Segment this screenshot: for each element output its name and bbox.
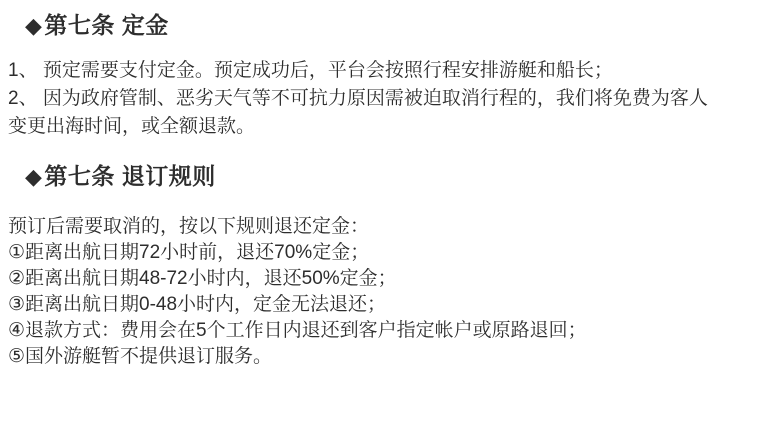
refund-rule-line-3: ③距离出航日期0-48小时内，定金无法退还； — [8, 294, 387, 315]
refund-rules-paragraph — [8, 214, 770, 370]
section-heading-refund-rules-text: 第七条 退订规则 — [44, 163, 216, 189]
refund-rule-line-5: ⑤国外游艇暂不提供退订服务。 — [8, 346, 273, 367]
refund-rule-line-1: ①距离出航日期72小时前，退还70%定金； — [8, 242, 370, 263]
deposit-term-line-3: 变更出海时间，或全额退款。 — [8, 116, 256, 137]
deposit-term-line-2: 2、 因为政府管制、恶劣天气等不可抗力原因需被迫取消行程的，我们将免费为客人 — [8, 88, 708, 109]
diamond-bullet-icon: ◆ — [25, 164, 43, 189]
refund-rule-line-2: ②距离出航日期48-72小时内，退还50%定金； — [8, 268, 397, 289]
deposit-terms-paragraph — [8, 57, 770, 141]
deposit-term-line-1: 1、 预定需要支付定金。预定成功后，平台会按照行程安排游艇和船长； — [8, 60, 613, 81]
section-heading-deposit-text: 第七条 定金 — [44, 12, 169, 38]
section-heading-refund-rules — [25, 161, 770, 192]
section-heading-deposit — [25, 0, 770, 41]
refund-rule-line-4: ④退款方式：费用会在5个工作日内退还到客户指定帐户或原路退回； — [8, 320, 587, 341]
diamond-bullet-icon: ◆ — [25, 13, 43, 38]
refund-rules-intro-line: 预订后需要取消的，按以下规则退还定金： — [8, 216, 370, 237]
